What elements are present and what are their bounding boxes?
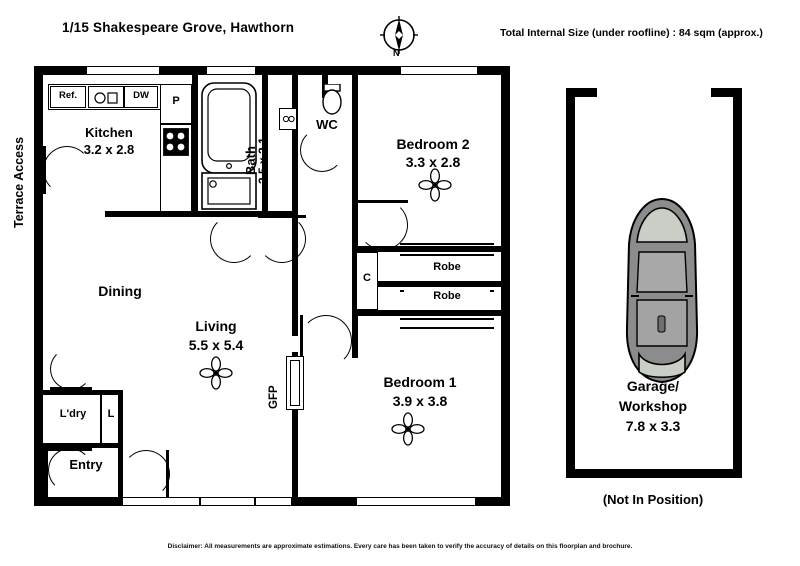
bedroom1-name: Bedroom 1 <box>383 374 457 390</box>
garage-name-line1: Garage/ <box>626 378 680 394</box>
garage-door-opening <box>597 88 711 97</box>
door-arc-bath <box>258 215 306 263</box>
laundry-label: L'dry <box>59 408 87 420</box>
page-title: 1/15 Shakespeare Grove, Hawthorn <box>62 20 295 35</box>
gfp-label: GFP <box>268 385 280 409</box>
pantry-label: P <box>172 95 180 107</box>
gfp-inner <box>290 360 300 406</box>
robe-line-top <box>400 243 494 245</box>
door-leaf-entry-inner <box>166 450 169 498</box>
bedroom2-dims: 3.3 x 2.8 <box>405 154 461 170</box>
wall-bed1-north <box>352 310 510 316</box>
door-arc-laundry <box>50 348 92 390</box>
wall-kitchen-bath <box>192 75 198 217</box>
window-bedroom1 <box>356 497 476 506</box>
door-arc-living-hall <box>300 315 352 367</box>
door-arc-entry-inner <box>122 450 170 498</box>
car-illustration <box>617 196 707 386</box>
door-leaf-bath <box>258 215 306 218</box>
door-arc-terrace <box>43 146 91 194</box>
door-arc-hall <box>210 215 258 263</box>
ceiling-fan-bedroom1-icon <box>391 412 421 442</box>
ceiling-fan-living-icon <box>199 356 229 386</box>
entry-label: Entry <box>69 457 103 472</box>
wall-entry-west <box>43 443 48 506</box>
robe-top-label: Robe <box>404 261 490 274</box>
linen-label: L <box>107 408 115 420</box>
door-leaf-laundry <box>50 387 92 390</box>
window-bath <box>206 66 256 75</box>
garage-wall-east <box>733 88 742 478</box>
door-leaf-terrace <box>43 146 46 194</box>
door-leaf-bedroom2 <box>358 200 408 203</box>
window-living-2 <box>200 497 255 506</box>
exterior-wall-west <box>34 66 43 506</box>
robe-line-bottom3 <box>400 327 494 329</box>
dishwasher-label: DW <box>133 90 149 101</box>
window-living-3 <box>255 497 292 506</box>
door-arc-entry-front <box>48 448 92 492</box>
terrace-access-label: Terrace Access <box>12 136 26 229</box>
living-dims: 5.5 x 5.4 <box>188 337 244 353</box>
door-terrace-jamb-top <box>34 140 43 144</box>
bedroom2-name: Bedroom 2 <box>396 136 470 152</box>
disclaimer-text: Disclaimer: All measurements are approximate estimations. Every care has been taken to verify the accuracy of details on this floorplan and brochure. <box>167 543 633 550</box>
wc-label: WC <box>316 117 338 132</box>
basin-icon <box>282 112 295 131</box>
bath-name: Bath <box>243 146 258 176</box>
window-kitchen <box>86 66 160 75</box>
wall-living-bed1-upper <box>292 316 298 336</box>
kitchen-dims: 3.2 x 2.8 <box>83 142 135 157</box>
robe-line-top2 <box>400 254 494 256</box>
door-arc-wc <box>300 128 344 172</box>
wall-laundry-north <box>43 390 123 395</box>
fridge-label: Ref. <box>59 90 77 101</box>
window-bedroom2 <box>400 66 478 75</box>
internal-size-note: Total Internal Size (under roofline) : 84 sqm (approx.) <box>500 27 763 39</box>
robe-bottom-label: Robe <box>404 290 490 303</box>
door-leaf-entry-front <box>48 448 92 451</box>
garage-name-line2: Workshop <box>618 398 688 414</box>
sink-icon <box>92 90 120 110</box>
window-living-1 <box>122 497 200 506</box>
ceiling-fan-bedroom2-icon <box>418 168 448 198</box>
bath-dims: 2.5 x 2.1 <box>256 137 270 185</box>
cooktop-icon <box>163 128 189 161</box>
robe-line-bottom2 <box>400 318 494 320</box>
cupboard-label: C <box>363 272 371 284</box>
garage-wall-south <box>566 469 742 478</box>
bedroom1-dims: 3.9 x 3.8 <box>392 393 448 409</box>
garage-position-note: (Not In Position) <box>602 492 704 507</box>
kitchen-name: Kitchen <box>85 125 133 140</box>
living-name: Living <box>195 318 237 334</box>
garage-dims: 7.8 x 3.3 <box>625 418 681 434</box>
dining-name: Dining <box>98 283 142 299</box>
compass-north-label: N <box>393 48 400 58</box>
